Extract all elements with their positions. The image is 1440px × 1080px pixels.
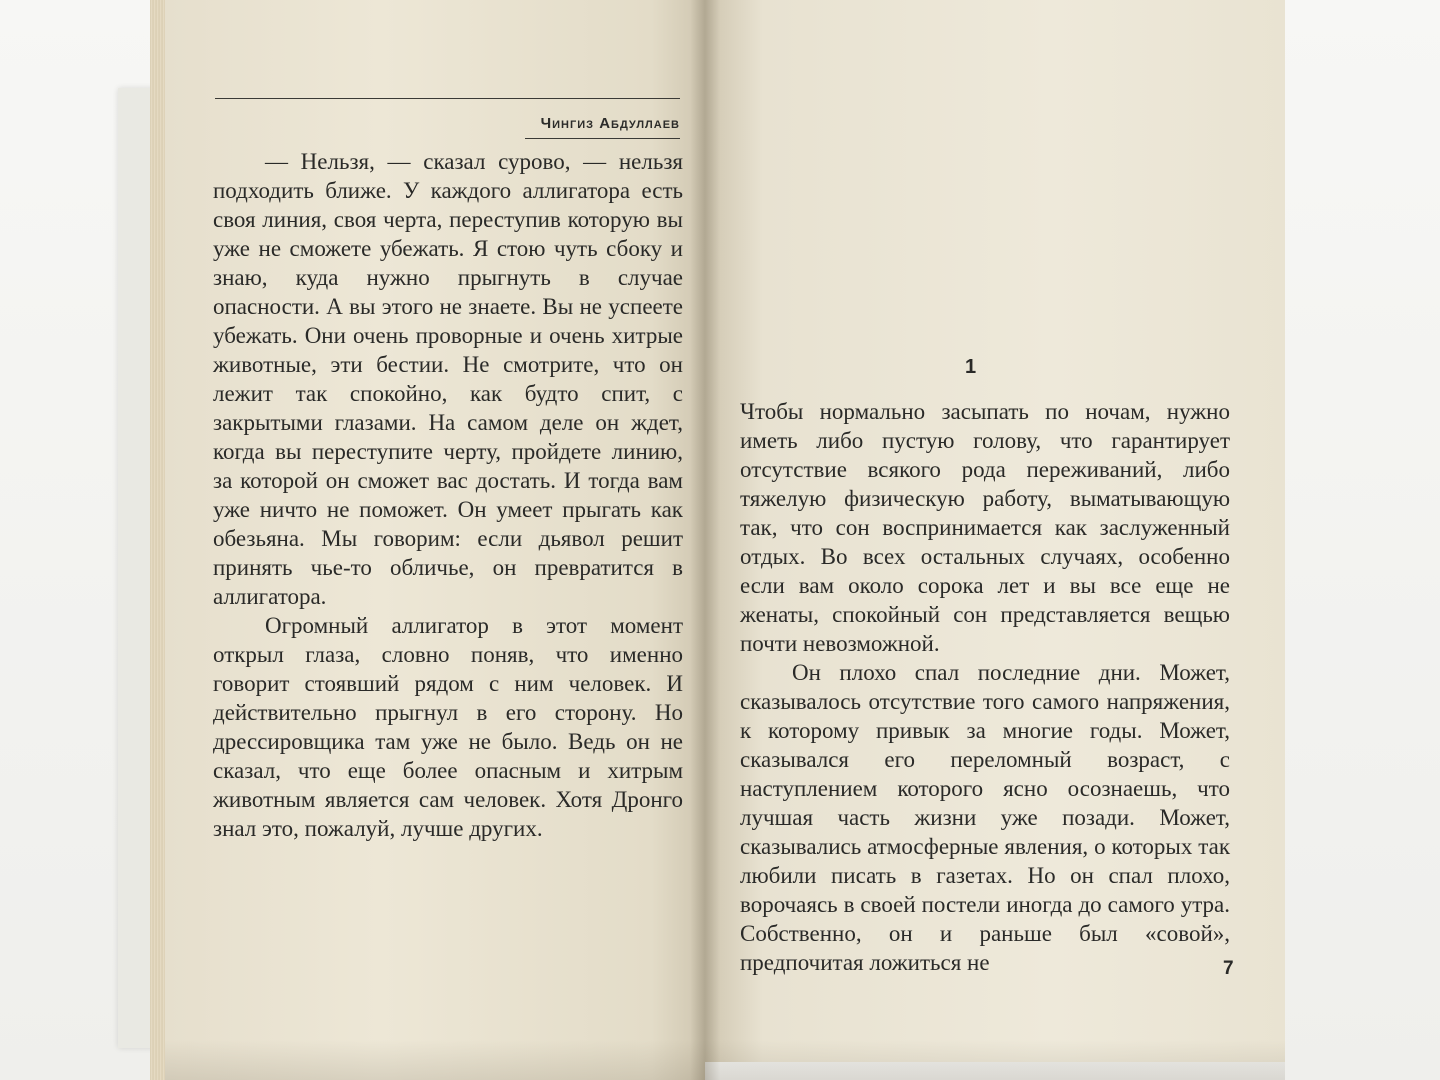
left-page <box>165 0 705 1080</box>
book-gutter-shadow <box>690 0 720 1080</box>
running-head-underline <box>525 138 680 139</box>
paragraph: Чтобы нормально засыпать по ночам, нужно иметь либо пустую голову, что гарантирует отсутствие всякого рода переживаний, либо тяжелую физическую работу, выматывающую так, что сон воспринимается как заслуженный отдых. Во всех остальных случаях, особенно если вам около сорока лет и вы все еще не женаты, спокойный сон представляется вещью почти невозможной. <box>740 399 1230 656</box>
page-number: 7 <box>1223 958 1234 979</box>
running-head: Чингиз Абдуллаев <box>540 115 680 132</box>
chapter-number: 1 <box>965 356 977 378</box>
header-rule <box>215 98 680 99</box>
paragraph: — Нельзя, — сказал сурово, — нельзя подходить ближе. У каждого аллигатора есть своя линия, своя черта, переступив которую вы уже не сможете убежать. Я стою чуть сбоку и знаю, куда нужно прыгнуть в случае опасности. А вы этого не знаете. Вы не успеете убежать. Они очень проворные и очень хитрые животные, эти бестии. Не смотрите, что он лежит так спокойно, как будто спит, с закрытыми глазами. На самом деле он ждет, когда вы переступите черту, пройдете линию, за которой он сможет вас достать. И тогда вам уже ничто не поможет. Он умеет прыгать как обезьяна. Мы говорим: если дьявол решит принять чье-то обличье, он превратится в аллигатора. <box>213 149 683 609</box>
paragraph: Огромный аллигатор в этот момент открыл глаза, словно поняв, что именно говорит стоявший рядом с ним человек. И действительно прыгнул в его сторону. Но дрессировщика там уже не было. Ведь он не сказал, что еще более опасным и хитрым животным является сам человек. Хотя Дронго знал это, пожалуй, лучше других. <box>213 613 683 841</box>
bottom-shadow <box>165 1040 1285 1080</box>
left-page-text <box>213 147 683 843</box>
right-page-text <box>740 397 1230 977</box>
paragraph: Он плохо спал последние дни. Может, сказывалось отсутствие того самого напряжения, к которому привык за многие годы. Может, сказывался его переломный возраст, с наступлением которого ясно осознаешь, что лучшая часть жизни уже позади. Может, сказывались атмосферные явления, о которых так любили писать в газетах. Но он спал плохо, ворочаясь в своей постели иногда до самого утра. Собственно, он и раньше был «совой», предпочитая ложиться не <box>740 660 1230 975</box>
right-page <box>705 0 1285 1062</box>
